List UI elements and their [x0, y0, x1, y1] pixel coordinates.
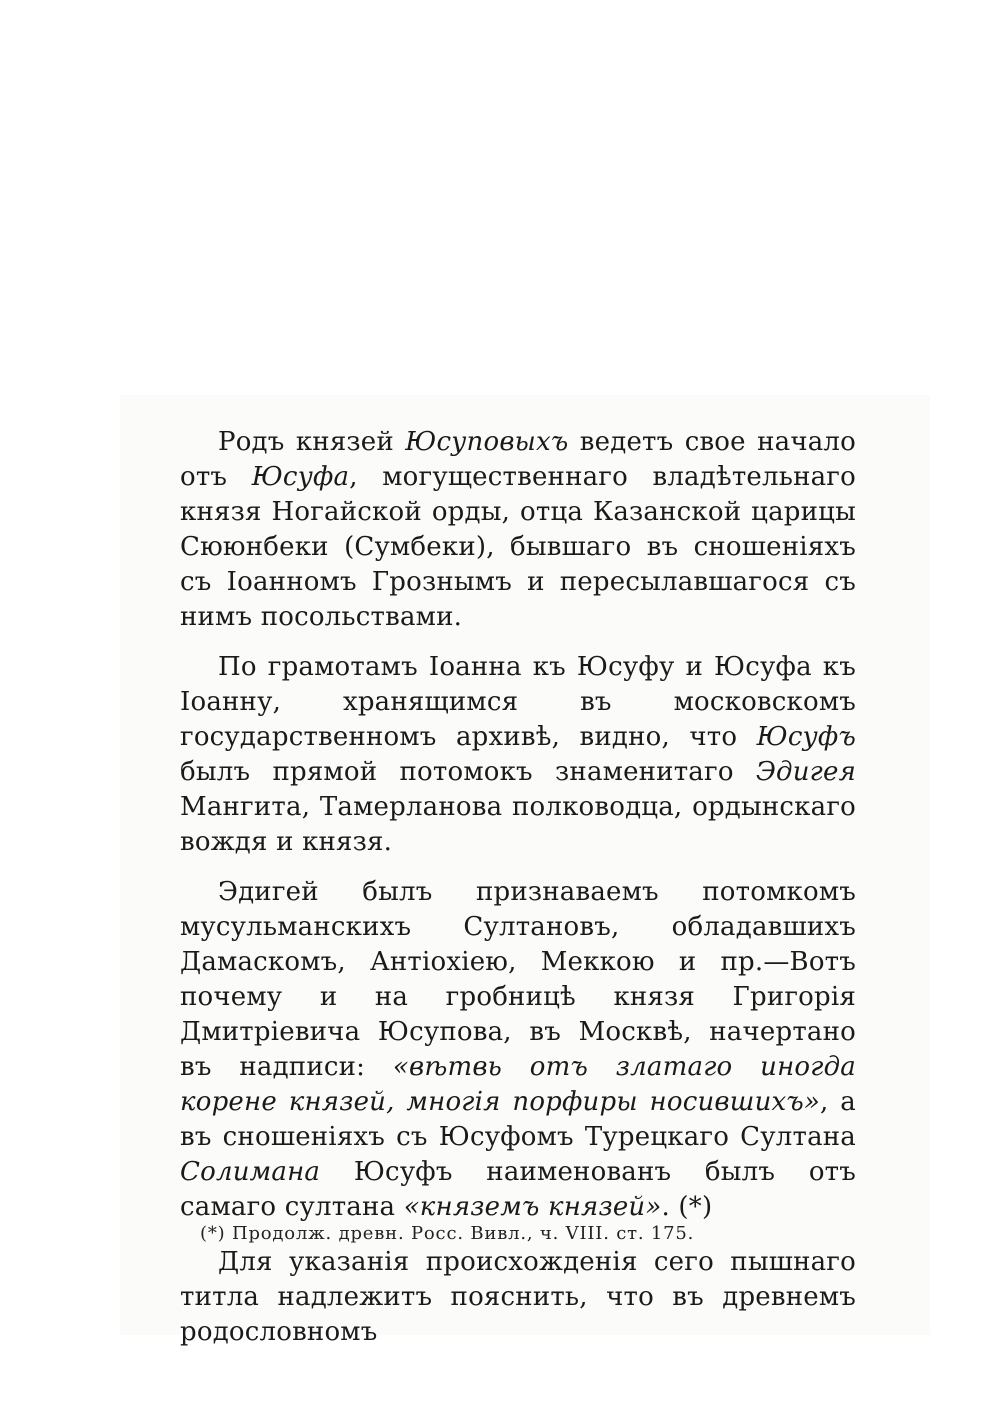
paragraph-1-name-yusupovykh: Юсуповыхъ — [405, 427, 569, 457]
paragraph-2-name-edigeya: Эдигея — [755, 757, 856, 787]
paragraph-2-text: былъ прямой потомокъ знаменитаго — [180, 757, 756, 787]
paragraph-1-text: , могущественнаго владѣтельнаго князя Ногайской орды, отца Казанской царицы Сююнбеки (Сумбеки), бывшаго въ сношеніяхъ съ Іоанномъ Грознымъ и пересылавшагося съ нимъ посольствами. — [180, 462, 856, 632]
paragraph-2-text: По грамотамъ Іоанна къ Юсуфу и Юсуфа къ Іоанну, хранящимся въ московскомъ государственномъ архивѣ, видно, что — [180, 652, 856, 752]
paragraph-2 — [180, 650, 856, 860]
paragraph-1-name-yusufa: Юсуфа — [251, 462, 350, 492]
paragraph-2-name-yusuf: Юсуфъ — [756, 722, 856, 752]
paragraph-3-name-solimana: Солимана — [180, 1157, 321, 1187]
paragraph-3-inscription-quote: «вѣтвь отъ златаго иногда корене князей, многія порфиры носившихъ» — [180, 1052, 857, 1117]
paragraph-1 — [180, 425, 856, 635]
paragraph-1-text: ведетъ свое начало отъ — [180, 427, 856, 492]
paragraph-4 — [180, 1245, 856, 1350]
paragraph-2-text: Мангита, Тамерланова полководца, ордынскаго вождя и князя. — [180, 792, 856, 857]
paragraph-3-title-quote: «княземъ князей» — [403, 1192, 662, 1222]
paragraph-3-text: Юсуфъ наименованъ былъ отъ самаго султана — [180, 1157, 856, 1222]
paragraph-4-text: Для указанія происхожденія сего пышнаго титла надлежитъ пояснить, что въ древнемъ родословномъ — [180, 1247, 856, 1347]
paragraph-3-text: , а въ сношеніяхъ съ Юсуфомъ Турецкаго Султана — [180, 1087, 856, 1152]
paragraph-3 — [180, 875, 856, 1225]
footnote: (*) Продолж. древн. Росс. Вивл., ч. VIII. ст. 175. — [200, 1223, 695, 1244]
body-text — [180, 425, 856, 1350]
paragraph-1-text: Родъ князей — [218, 427, 406, 457]
paragraph-3-text: Эдигей былъ признаваемъ потомкомъ мусульманскихъ Султановъ, обладавшихъ Дамаскомъ, Антіохіею, Меккою и пр.—Вотъ почему и на гробницѣ князя Григорія Дмитріевича Юсупова, въ Москвѣ, начертано въ надписи: — [180, 877, 856, 1082]
paragraph-3-footnote-ref: . (*) — [661, 1192, 713, 1222]
